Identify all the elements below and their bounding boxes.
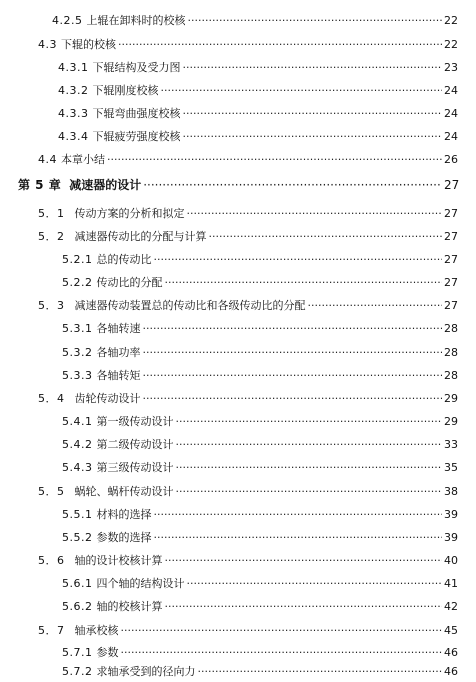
toc-entry-title: 蜗轮、蜗杆传动设计	[74, 485, 174, 498]
toc-entry-page: 46	[444, 646, 458, 659]
toc-entry-page: 28	[444, 346, 458, 359]
toc-entry-5-7-2[interactable]	[62, 665, 458, 679]
toc-entry-5-5-2[interactable]	[62, 531, 458, 545]
toc-entry-title: 参数	[96, 646, 119, 659]
toc-entry-5-2-2[interactable]	[62, 276, 458, 290]
dot-leader	[198, 665, 443, 679]
toc-entry-title: 下辊疲劳强度校核	[92, 130, 181, 143]
toc-entry-page: 39	[444, 508, 458, 521]
toc-entry-5-6[interactable]	[38, 554, 458, 568]
toc-entry-title: 下辊结构及受力图	[92, 61, 181, 74]
dot-leader	[187, 577, 443, 591]
toc-entry-title: 上辊在卸料时的校核	[86, 14, 186, 27]
toc-entry-page: 27	[444, 230, 458, 243]
dot-leader	[121, 624, 443, 638]
toc-entry-4-4[interactable]	[38, 153, 458, 167]
toc-entry-number: 4.3.3	[58, 107, 89, 120]
toc-entry-5-6-1[interactable]	[62, 577, 458, 591]
toc-entry-5-1[interactable]	[38, 207, 458, 221]
toc-entry-page: 42	[444, 600, 458, 613]
toc-entry-page: 22	[444, 38, 458, 51]
toc-entry-title: 第三级传动设计	[96, 461, 174, 474]
toc-entry-number: 5.4.2	[62, 438, 93, 451]
toc-entry-5-3-2[interactable]	[62, 346, 458, 360]
toc-entry-page: 35	[444, 461, 458, 474]
dot-leader	[209, 230, 443, 244]
dot-leader	[188, 14, 443, 28]
toc-entry-page: 24	[444, 107, 458, 120]
toc-entry-4-2-5[interactable]	[52, 14, 458, 28]
dot-leader	[154, 531, 443, 545]
dot-leader	[165, 554, 443, 568]
dot-leader	[143, 392, 443, 406]
toc-entry-title: 本章小结	[61, 153, 105, 166]
toc-entry-number: 4.3.2	[58, 84, 89, 97]
dot-leader	[143, 178, 442, 192]
toc-entry-4-3-1[interactable]	[58, 61, 458, 75]
toc-entry-number: 5．2	[38, 230, 65, 243]
toc-entry-number: 4.3.4	[58, 130, 89, 143]
toc-entry-page: 46	[444, 665, 458, 678]
toc-entry-number: 5.3.3	[62, 369, 93, 382]
toc-entry-page: 24	[444, 84, 458, 97]
toc-entry-title: 各轴转矩	[96, 369, 141, 382]
toc-entry-page: 40	[444, 554, 458, 567]
toc-entry-title: 减速器传动比的分配与计算	[74, 230, 207, 243]
toc-entry-title: 下辊的校核	[61, 38, 116, 51]
toc-entry-4-3-2[interactable]	[58, 84, 458, 98]
toc-entry-title: 求轴承受到的径向力	[96, 665, 196, 678]
dot-leader	[183, 107, 443, 121]
toc-entry-number: 5.2.1	[62, 253, 93, 266]
toc-entry-number: 5.3.1	[62, 322, 93, 335]
toc-entry-page: 26	[444, 153, 458, 166]
toc-entry-page: 27	[444, 178, 460, 192]
toc-entry-number: 5．6	[38, 554, 65, 567]
toc-entry-number: 5．3	[38, 299, 65, 312]
toc-entry-title: 减速器的设计	[69, 178, 142, 192]
toc-entry-title: 参数的选择	[96, 531, 152, 544]
toc-entry-title: 第二级传动设计	[96, 438, 174, 451]
toc-entry-page: 23	[444, 61, 458, 74]
toc-entry-number: 5.5.2	[62, 531, 93, 544]
toc-entry-page: 22	[444, 14, 458, 27]
dot-leader	[176, 461, 443, 475]
dot-leader	[143, 369, 443, 383]
toc-entry-number: 4.4	[38, 153, 57, 166]
toc-entry-5-5-1[interactable]	[62, 508, 458, 522]
toc-entry-5-3[interactable]	[38, 299, 458, 313]
toc-entry-number: 5.6.2	[62, 600, 93, 613]
toc-entry-5-4-2[interactable]	[62, 438, 458, 452]
toc-entry-5-2[interactable]	[38, 230, 458, 244]
toc-entry-5-3-3[interactable]	[62, 369, 458, 383]
toc-entry-page: 24	[444, 130, 458, 143]
toc-entry-5-2-1[interactable]	[62, 253, 458, 267]
toc-entry-title: 轴的设计校核计算	[74, 554, 163, 567]
toc-chapter-5[interactable]	[18, 178, 458, 192]
dot-leader	[165, 600, 443, 614]
toc-entry-title: 传动比的分配	[96, 276, 163, 289]
toc-entry-page: 27	[444, 299, 458, 312]
toc-entry-page: 29	[444, 415, 458, 428]
toc-entry-title: 各轴转速	[96, 322, 141, 335]
toc-entry-page: 28	[444, 369, 458, 382]
dot-leader	[308, 299, 443, 313]
toc-entry-page: 38	[444, 485, 458, 498]
toc-entry-number: 5.4.3	[62, 461, 93, 474]
toc-entry-number: 5.2.2	[62, 276, 93, 289]
toc-entry-page: 27	[444, 253, 458, 266]
toc-entry-number: 5．1	[38, 207, 65, 220]
dot-leader	[154, 253, 443, 267]
toc-entry-title: 减速器传动装置总的传动比和各级传动比的分配	[74, 299, 306, 312]
toc-entry-5-5[interactable]	[38, 485, 458, 499]
dot-leader	[107, 153, 442, 167]
dot-leader	[154, 508, 443, 522]
toc-entry-page: 28	[444, 322, 458, 335]
toc-entry-title: 材料的选择	[96, 508, 152, 521]
dot-leader	[176, 415, 443, 429]
dot-leader	[143, 322, 443, 336]
dot-leader	[183, 61, 443, 75]
toc-entry-number: 5.6.1	[62, 577, 93, 590]
toc-entry-number: 5．7	[38, 624, 65, 637]
toc-entry-5-3-1[interactable]	[62, 322, 458, 336]
toc-entry-number: 5.7.1	[62, 646, 93, 659]
toc-entry-number: 5.3.2	[62, 346, 93, 359]
toc-entry-5-7[interactable]	[38, 624, 458, 638]
toc-entry-number: 5．4	[38, 392, 65, 405]
dot-leader	[143, 346, 443, 360]
toc-entry-5-6-2[interactable]	[62, 600, 458, 614]
toc-entry-title: 齿轮传动设计	[74, 392, 141, 405]
toc-entry-page: 29	[444, 392, 458, 405]
toc-entry-title: 轴承校核	[74, 624, 119, 637]
toc-entry-4-3-3[interactable]	[58, 107, 458, 121]
toc-entry-page: 41	[444, 577, 458, 590]
toc-entry-page: 45	[444, 624, 458, 637]
toc-entry-number: 4.2.5	[52, 14, 83, 27]
toc-entry-number: 第 5 章	[18, 178, 62, 192]
toc-entry-page: 27	[444, 276, 458, 289]
dot-leader	[118, 38, 442, 52]
toc-entry-number: 5.4.1	[62, 415, 93, 428]
dot-leader	[176, 438, 443, 452]
toc-entry-page: 33	[444, 438, 458, 451]
dot-leader	[165, 276, 443, 290]
toc-entry-title: 第一级传动设计	[96, 415, 174, 428]
dot-leader	[161, 84, 443, 98]
toc-entry-title: 各轴功率	[96, 346, 141, 359]
dot-leader	[121, 646, 443, 660]
toc-entry-5-4[interactable]	[38, 392, 458, 406]
dot-leader	[187, 207, 443, 221]
dot-leader	[183, 130, 443, 144]
toc-entry-number: 4.3.1	[58, 61, 89, 74]
toc-entry-title: 传动方案的分析和拟定	[74, 207, 185, 220]
toc-entry-page: 39	[444, 531, 458, 544]
dot-leader	[176, 485, 443, 499]
toc-entry-5-4-1[interactable]	[62, 415, 458, 429]
toc-entry-page: 27	[444, 207, 458, 220]
toc-entry-4-3-4[interactable]	[58, 130, 458, 144]
toc-entry-5-4-3[interactable]	[62, 461, 458, 475]
toc-entry-title: 轴的校核计算	[96, 600, 163, 613]
toc-entry-number: 5.7.2	[62, 665, 93, 678]
toc-entry-title: 总的传动比	[96, 253, 152, 266]
toc-entry-title: 下辊弯曲强度校核	[92, 107, 181, 120]
toc-entry-number: 5.5.1	[62, 508, 93, 521]
toc-entry-4-3[interactable]	[38, 38, 458, 52]
toc-entry-5-7-1[interactable]	[62, 646, 458, 660]
toc-entry-title: 四个轴的结构设计	[96, 577, 185, 590]
toc-entry-number: 4.3	[38, 38, 57, 51]
toc-entry-title: 下辊刚度校核	[92, 84, 159, 97]
toc-entry-number: 5．5	[38, 485, 65, 498]
